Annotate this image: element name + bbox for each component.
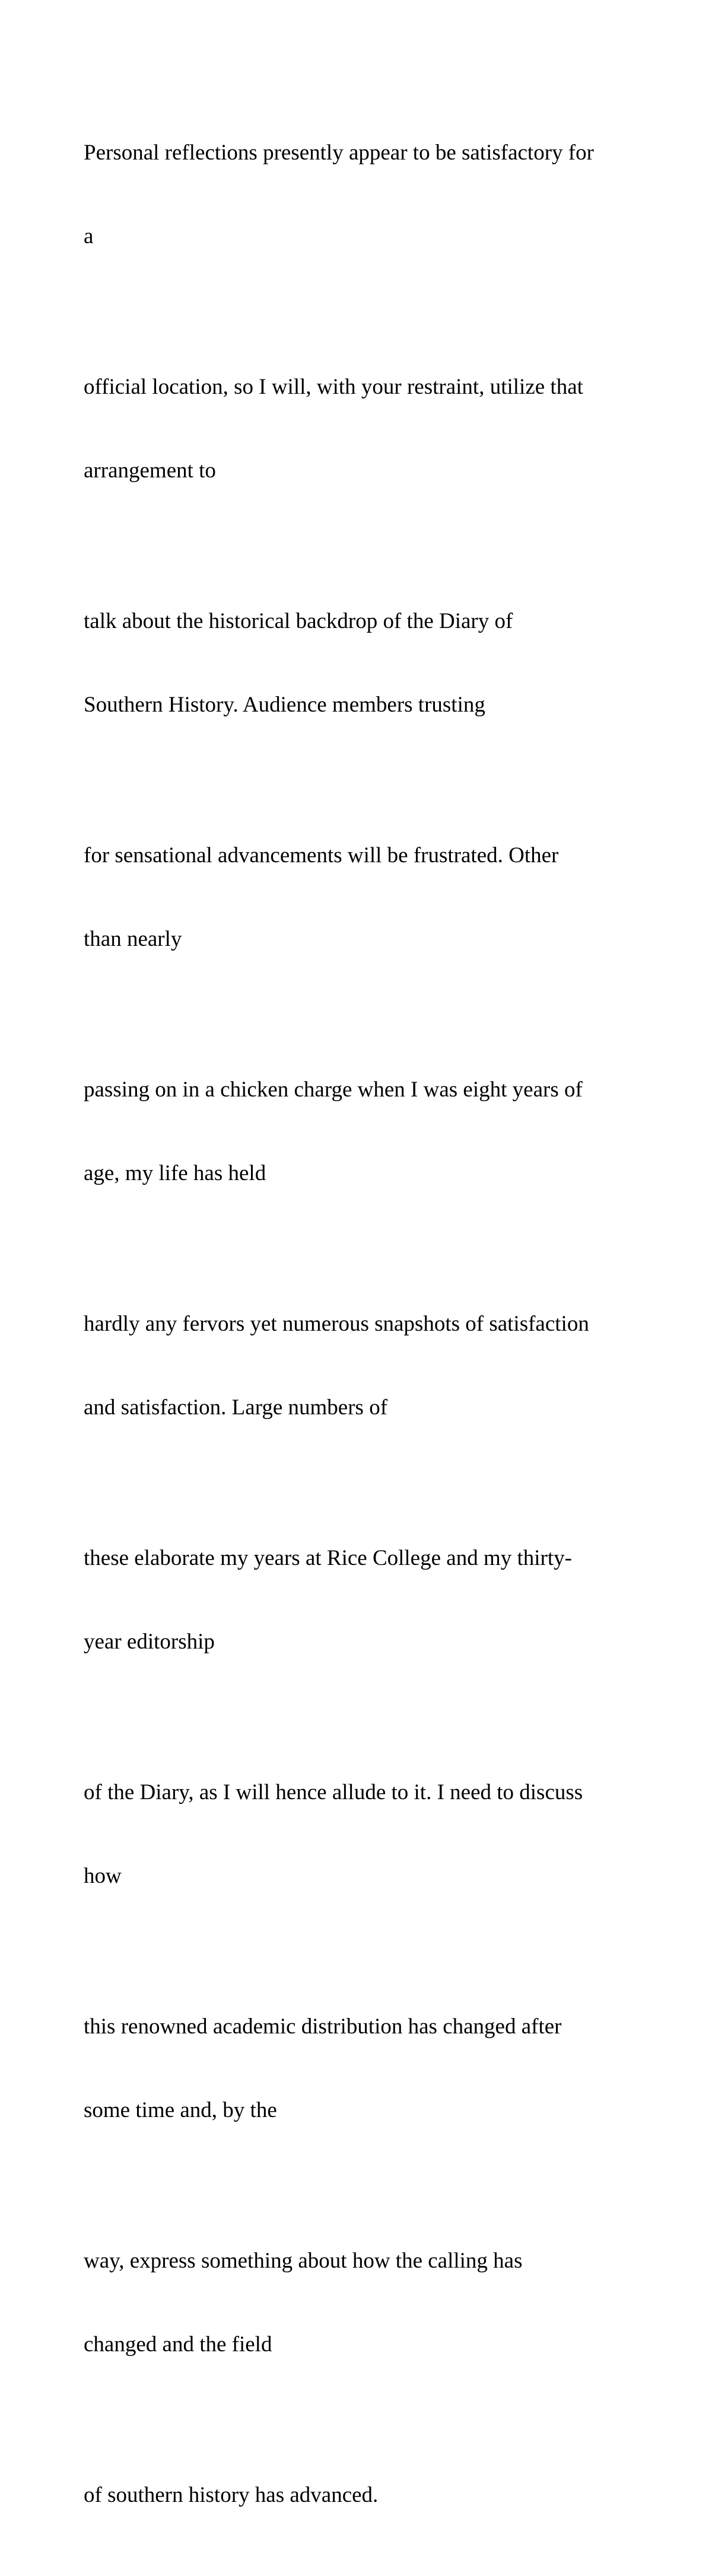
text-line: year editorship (84, 1630, 215, 1654)
paragraph (84, 1254, 628, 1477)
paragraph (84, 1488, 628, 1711)
text-line: and satisfaction. Large numbers of (84, 1395, 388, 1420)
text-line: how (84, 1864, 122, 1888)
text-line: passing on in a chicken charge when I was eight years of (84, 1077, 583, 1102)
body-text (84, 83, 628, 2576)
paragraph (84, 317, 628, 540)
paragraph (84, 1957, 628, 2180)
paragraph (84, 551, 628, 774)
paragraph (84, 1723, 628, 1946)
text-line: Personal reflections presently appear to be satisfactory for (84, 141, 594, 165)
text-line: some time and, by the (84, 2098, 277, 2122)
text-line: official location, so I will, with your restraint, utilize that (84, 375, 583, 399)
text-line: age, my life has held (84, 1161, 266, 1185)
paragraph (84, 83, 628, 306)
text-line: of southern history has advanced. (84, 2483, 379, 2507)
text-line: way, express something about how the calling has (84, 2249, 523, 2273)
text-line: hardly any fervors yet numerous snapshots of satisfaction (84, 1312, 589, 1336)
text-line: these elaborate my years at Rice College and my thirty- (84, 1546, 572, 1570)
text-line: Southern History. Audience members trusting (84, 693, 485, 717)
paragraph (84, 2425, 628, 2565)
paragraph (84, 2191, 628, 2414)
paragraph (84, 786, 628, 1009)
text-line: of the Diary, as I will hence allude to it. I need to discuss (84, 1780, 583, 1805)
text-line: this renowned academic distribution has changed after (84, 2014, 562, 2039)
text-line: talk about the historical backdrop of the Diary of (84, 609, 513, 633)
text-line: changed and the field (84, 2332, 272, 2357)
text-line: for sensational advancements will be frustrated. Other (84, 843, 559, 868)
text-line: a (84, 224, 94, 248)
text-line: than nearly (84, 927, 182, 951)
text-line: arrangement to (84, 458, 216, 483)
paragraph (84, 1020, 628, 1243)
